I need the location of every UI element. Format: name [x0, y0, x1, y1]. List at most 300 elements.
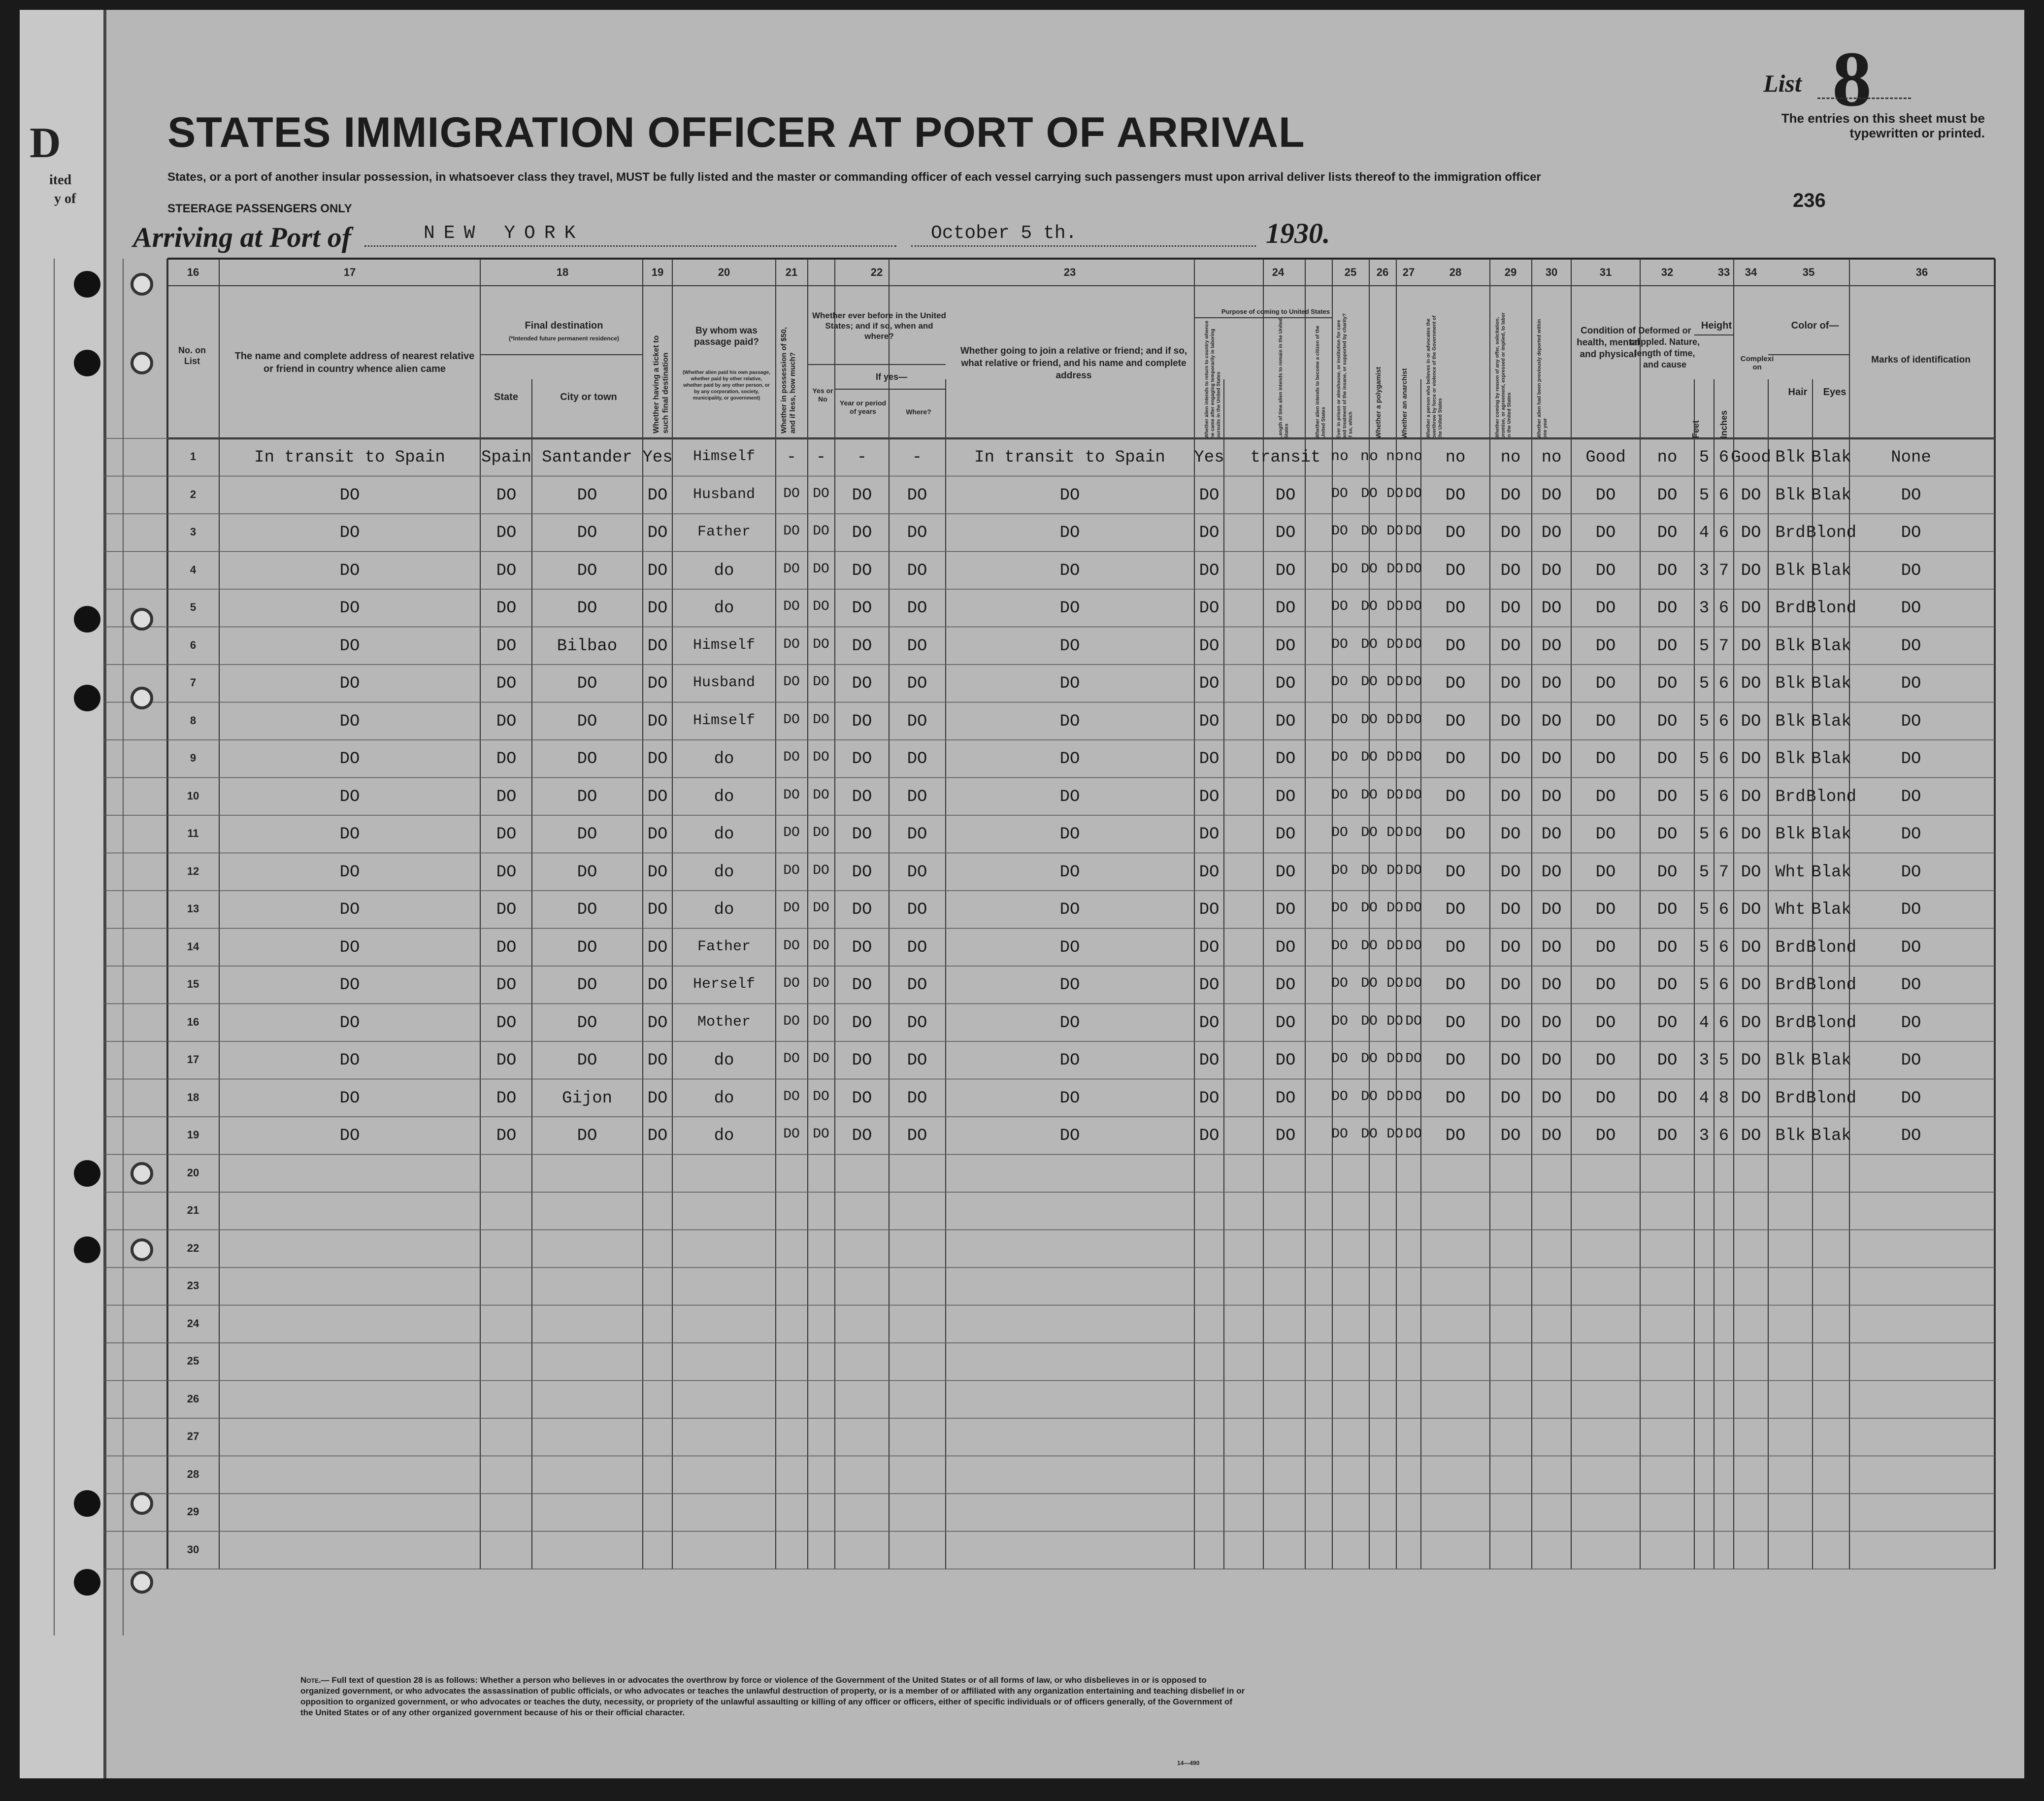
cell-c22a: DO — [813, 674, 829, 690]
cell-c26: DO — [1386, 1127, 1403, 1142]
cell-c22c: DO — [907, 750, 927, 768]
cell-ft: 3 — [1699, 1127, 1710, 1145]
cell-c17: DO — [339, 636, 360, 656]
cell-c24a: DO — [1199, 636, 1220, 656]
cell-c22c: DO — [907, 1051, 927, 1070]
header-return-country: Whether alien intends to return to country whence he came after engaging temporarily in laboring pursuits in the United States — [1204, 321, 1221, 438]
cell-ft: 3 — [1699, 1051, 1710, 1070]
cell-eyes: Blak — [1811, 486, 1851, 505]
cell-c17: DO — [339, 1089, 360, 1108]
cell-c30: DO — [1541, 524, 1562, 542]
header-height: Height — [1701, 320, 1732, 331]
cell-c36: DO — [1901, 900, 1921, 919]
cell-c23: In transit to Spain — [974, 448, 1165, 467]
row-number: 12 — [187, 865, 199, 877]
cell-c34: DO — [1741, 750, 1761, 768]
column-number: 36 — [1915, 266, 1928, 278]
header-purpose: Purpose of coming to United States — [1221, 308, 1330, 315]
cell-c22a: DO — [813, 486, 829, 501]
cell-in: 7 — [1718, 561, 1729, 580]
row-number: 29 — [187, 1505, 199, 1518]
cell-ft: 5 — [1699, 712, 1710, 731]
year-value: 1930. — [1266, 217, 1330, 249]
row-number: 9 — [190, 752, 197, 764]
cell-c26: no — [1385, 448, 1404, 465]
cell-c25: DO — [1361, 636, 1378, 652]
cell-c31: DO — [1595, 825, 1616, 844]
cell-c22a: DO — [813, 938, 829, 954]
cell-city: DO — [577, 1013, 597, 1033]
cell-c30: DO — [1541, 486, 1562, 505]
cell-c26: DO — [1386, 750, 1403, 765]
cell-c22c: DO — [907, 636, 927, 656]
cell-c26: DO — [1386, 1089, 1403, 1104]
cell-ft: 5 — [1699, 636, 1710, 656]
cell-c28: DO — [1445, 1127, 1466, 1145]
cell-c22a: DO — [813, 750, 829, 765]
cell-c24b: DO — [1275, 750, 1296, 768]
cell-c30: no — [1541, 448, 1562, 467]
cell-c23: DO — [1059, 863, 1080, 882]
row-number: 19 — [187, 1129, 199, 1141]
column-number: 28 — [1449, 266, 1462, 278]
cell-ft: 4 — [1699, 1013, 1710, 1033]
column-number: 32 — [1661, 266, 1674, 278]
cell-state: DO — [496, 750, 517, 768]
cell-c23: DO — [1059, 1089, 1080, 1108]
column-number: 18 — [556, 266, 569, 278]
cell-c28: DO — [1445, 787, 1466, 806]
cell-hair: Blk — [1775, 1127, 1806, 1145]
cell-c24a: DO — [1199, 1051, 1220, 1070]
cell-c34: DO — [1741, 486, 1761, 505]
cell-c24a: DO — [1199, 486, 1220, 505]
cell-c28: DO — [1445, 636, 1466, 656]
cell-c25: DO — [1361, 976, 1378, 991]
cell-city: DO — [577, 674, 597, 693]
cell-c19: DO — [647, 750, 668, 768]
cell-city: Gijon — [561, 1089, 613, 1108]
cell-c19: DO — [647, 561, 668, 580]
cell-hair: Brd — [1775, 976, 1806, 995]
column-number: 25 — [1344, 266, 1357, 278]
cell-c19: DO — [647, 674, 668, 693]
row-number: 16 — [187, 1015, 199, 1028]
binder-ring — [131, 1162, 153, 1185]
cell-c28: DO — [1445, 750, 1466, 768]
cell-c23: DO — [1059, 787, 1080, 806]
cell-c36: DO — [1901, 938, 1921, 957]
cell-hair: Blk — [1775, 561, 1806, 580]
cell-c21: DO — [783, 636, 800, 652]
cell-c25: DO — [1361, 486, 1378, 501]
cell-c22c: DO — [907, 863, 927, 882]
cell-c27: DO — [1405, 825, 1422, 840]
cell-ft: 5 — [1699, 448, 1710, 467]
row-number: 23 — [187, 1279, 199, 1292]
cell-eyes: Blak — [1811, 561, 1851, 580]
cell-c26: DO — [1386, 561, 1403, 577]
cell-c26: DO — [1386, 486, 1403, 501]
cell-eyes: Blak — [1811, 448, 1851, 467]
cell-c27: no — [1404, 448, 1423, 465]
cell-state: DO — [496, 1051, 517, 1070]
cell-city: DO — [577, 712, 597, 731]
cell-in: 6 — [1718, 938, 1729, 957]
cell-c36: DO — [1901, 561, 1921, 580]
header-eyes: Eyes — [1823, 387, 1846, 398]
row-number: 7 — [190, 676, 197, 689]
cell-c19: DO — [647, 863, 668, 882]
row-number: 4 — [190, 563, 197, 576]
cell-ft: 5 — [1699, 787, 1710, 806]
cell-c36: DO — [1901, 486, 1921, 505]
cell-c36: DO — [1901, 1089, 1921, 1108]
header-yes-no: Yes or No — [812, 387, 833, 403]
cell-c36: DO — [1901, 524, 1921, 542]
cell-c24b: DO — [1275, 1013, 1296, 1033]
cell-c22b: DO — [852, 750, 872, 768]
cell-state: DO — [496, 1089, 517, 1108]
cell-c34: DO — [1741, 561, 1761, 580]
cell-c34: DO — [1741, 1089, 1761, 1108]
binder-ring — [131, 352, 153, 374]
cell-c22a: - — [816, 448, 826, 467]
cell-c31: DO — [1595, 674, 1616, 693]
date-value: October 5 th. — [931, 223, 1077, 244]
row-number: 8 — [190, 714, 197, 727]
column-number: 22 — [870, 266, 883, 278]
cell-c24a: DO — [1199, 938, 1220, 957]
cell-c19: DO — [647, 787, 668, 806]
cell-c26: DO — [1386, 712, 1403, 728]
cell-c32: DO — [1657, 938, 1678, 957]
cell-state: DO — [496, 825, 517, 844]
cell-city: DO — [577, 938, 597, 957]
row-number: 24 — [187, 1317, 199, 1330]
column-number: 20 — [718, 266, 730, 278]
cell-c17: DO — [339, 900, 360, 919]
cell-c19: DO — [647, 636, 668, 656]
cell-c23: DO — [1059, 900, 1080, 919]
cell-c22a: DO — [813, 976, 829, 991]
cell-c28: DO — [1445, 486, 1466, 505]
cell-c17: DO — [339, 1051, 360, 1070]
cell-c19: DO — [647, 976, 668, 995]
cell-hair: Blk — [1775, 674, 1806, 693]
cell-ft: 5 — [1699, 863, 1710, 882]
cell-city: DO — [577, 976, 597, 995]
cell-c17: DO — [339, 976, 360, 995]
cell-c31: DO — [1595, 863, 1616, 882]
cell-c36: DO — [1901, 1051, 1921, 1070]
cell-c19: Yes — [642, 448, 673, 467]
cell-c24c: DO — [1331, 750, 1348, 765]
cell-c29: DO — [1500, 750, 1521, 768]
cell-c25: DO — [1361, 1013, 1378, 1029]
cell-c31: DO — [1595, 524, 1616, 542]
cell-city: DO — [577, 524, 597, 542]
cell-c21: DO — [783, 561, 800, 577]
cell-c30: DO — [1541, 636, 1562, 656]
cell-c24c: DO — [1331, 712, 1348, 728]
cell-c24b: DO — [1275, 976, 1296, 995]
binder-hole — [74, 271, 100, 298]
cell-c21: DO — [783, 787, 800, 803]
cell-c36: None — [1891, 448, 1931, 467]
cell-c22a: DO — [813, 1127, 829, 1142]
cell-c22c: DO — [907, 561, 927, 580]
cell-c27: DO — [1405, 976, 1422, 991]
column-number: 31 — [1599, 266, 1612, 278]
header-ticket: Whether having a ticket to such final destination — [652, 335, 670, 434]
header-inches: Inches — [1719, 410, 1729, 438]
cell-eyes: Blak — [1811, 750, 1851, 768]
cell-c31: DO — [1595, 1127, 1616, 1145]
cell-c32: DO — [1657, 787, 1678, 806]
cell-c17: DO — [339, 599, 360, 618]
steerage-label: STEERAGE PASSENGERS ONLY — [167, 202, 352, 215]
cell-c26: DO — [1386, 1013, 1403, 1029]
cell-c31: DO — [1595, 636, 1616, 656]
cell-hair: Blk — [1775, 825, 1806, 844]
cell-hair: Blk — [1775, 486, 1806, 505]
binder-hole — [74, 350, 100, 376]
cell-c24a: DO — [1199, 787, 1220, 806]
cell-c30: DO — [1541, 750, 1562, 768]
cell-c22a: DO — [813, 1089, 829, 1104]
cell-c17: DO — [339, 1127, 360, 1145]
header-complexion: Complexion — [1740, 355, 1774, 371]
cell-c31: DO — [1595, 712, 1616, 731]
cell-eyes: Blak — [1811, 636, 1851, 656]
cell-hair: Brd — [1775, 1089, 1806, 1108]
cell-c24b: DO — [1275, 674, 1296, 693]
cell-c21: - — [786, 448, 797, 467]
cell-eyes: Blak — [1811, 1127, 1851, 1145]
cell-c24a: DO — [1199, 863, 1220, 882]
cell-c21: DO — [783, 900, 800, 916]
header-length-stay: Length of time alien intends to remain in the United States — [1278, 318, 1289, 438]
port-value: NEW YORK — [424, 223, 585, 244]
cell-c30: DO — [1541, 599, 1562, 618]
cell-c20: do — [714, 561, 734, 580]
row-number: 15 — [187, 978, 199, 990]
row-number: 5 — [190, 601, 197, 613]
cell-in: 7 — [1718, 863, 1729, 882]
cell-c29: DO — [1500, 1089, 1521, 1108]
header-prison: Ever in prison or almshouse, or institution for care and treatment of the insane, or supported by charity? If so, which — [1336, 313, 1353, 438]
cell-c26: DO — [1386, 900, 1403, 916]
list-label: List — [1763, 69, 1802, 97]
cell-c17: DO — [339, 1013, 360, 1033]
cell-eyes: Blak — [1811, 825, 1851, 844]
cell-c25: DO — [1361, 1051, 1378, 1067]
cell-c27: DO — [1405, 524, 1422, 539]
cell-c25: DO — [1361, 599, 1378, 614]
cell-c20: Father — [697, 524, 751, 540]
binder-hole — [74, 1236, 100, 1263]
cell-c31: Good — [1585, 448, 1626, 467]
cell-c22b: DO — [852, 636, 872, 656]
cell-c36: DO — [1901, 599, 1921, 618]
cell-c30: DO — [1541, 561, 1562, 580]
cell-in: 6 — [1718, 674, 1729, 693]
cell-c28: DO — [1445, 1051, 1466, 1070]
row-number: 3 — [190, 526, 197, 538]
cell-ft: 5 — [1699, 900, 1710, 919]
cell-in: 8 — [1718, 1089, 1729, 1108]
cell-c32: DO — [1657, 561, 1678, 580]
cell-c20: do — [714, 599, 734, 618]
cell-c20: Mother — [697, 1013, 751, 1031]
header-list-no: No. on List — [178, 345, 206, 366]
cell-c22c: DO — [907, 825, 927, 844]
cell-hair: Blk — [1775, 636, 1806, 656]
cell-eyes: Blond — [1806, 976, 1857, 995]
cell-c32: DO — [1657, 524, 1678, 542]
cell-c22a: DO — [813, 787, 829, 803]
cell-state: DO — [496, 486, 517, 505]
column-number: 24 — [1272, 266, 1285, 278]
cell-c32: DO — [1657, 825, 1678, 844]
cell-c24c: DO — [1331, 900, 1348, 916]
footnote-text: Full text of question 28 is as follows: Whether a person who believes in or advocates the overthrow by force or violence of the Government of the United States or of all forms of law, or who disbelieves in or is opposed to organized government, or who advocates the assassination of public officials, or who advocates or teaches the unlawful destruction of property, or is a member of or affiliated with any organization entertaining and teaching disbelief in or opposition to organized government, or who advocates or teaches the duty, necessity, or propriety of the unlawful assaulting or killing of any officer or officers, either of specific individuals or of officers generally, of the Government of the United States or of any other organized government because of his or their official character. — [300, 1675, 1245, 1717]
cell-c28: DO — [1445, 561, 1466, 580]
cell-in: 6 — [1718, 599, 1729, 618]
cell-in: 5 — [1718, 1051, 1729, 1070]
cell-state: DO — [496, 787, 517, 806]
cell-c24b: DO — [1275, 636, 1296, 656]
column-number: 29 — [1504, 266, 1517, 278]
cell-c23: DO — [1059, 636, 1080, 656]
cell-c29: DO — [1500, 938, 1521, 957]
cell-c24a: DO — [1199, 1089, 1220, 1108]
binder-hole — [74, 685, 100, 711]
header-fifty-dollars: Whether in possession of $50, and if less, how much? — [780, 327, 797, 434]
cell-c24b: DO — [1275, 787, 1296, 806]
cell-c22c: DO — [907, 900, 927, 919]
cell-c22a: DO — [813, 561, 829, 577]
cell-c30: DO — [1541, 863, 1562, 882]
cell-c21: DO — [783, 825, 800, 840]
cell-c20: do — [714, 1127, 734, 1145]
cell-c24c: DO — [1331, 524, 1348, 539]
cell-ft: 5 — [1699, 825, 1710, 844]
cell-c24c: no — [1330, 448, 1349, 465]
cell-c23: DO — [1059, 1051, 1080, 1070]
cell-state: DO — [496, 900, 517, 919]
cell-city: DO — [577, 1127, 597, 1145]
cell-c25: DO — [1361, 524, 1378, 539]
cell-c22a: DO — [813, 825, 829, 840]
cell-c25: DO — [1361, 825, 1378, 840]
cell-c22b: DO — [852, 1127, 872, 1145]
cell-in: 7 — [1718, 636, 1729, 656]
row-number: 1 — [190, 450, 197, 463]
cell-c19: DO — [647, 1089, 668, 1108]
cell-c24c: DO — [1331, 787, 1348, 803]
cell-c36: DO — [1901, 636, 1921, 656]
cell-c21: DO — [783, 863, 800, 878]
cell-c17: DO — [339, 524, 360, 542]
cell-c22b: DO — [852, 561, 872, 580]
cell-c29: DO — [1500, 976, 1521, 995]
cell-c24c: DO — [1331, 486, 1348, 501]
header-polygamist: Whether a polygamist — [1374, 367, 1382, 438]
cell-c31: DO — [1595, 1013, 1616, 1033]
cell-c27: DO — [1405, 1013, 1422, 1029]
cell-c29: DO — [1500, 561, 1521, 580]
row-number: 26 — [187, 1392, 199, 1405]
binder-ring — [131, 1492, 153, 1515]
cell-c23: DO — [1059, 524, 1080, 542]
cell-c22a: DO — [813, 599, 829, 614]
row-number: 14 — [187, 940, 199, 953]
form-code: 14—490 — [1177, 1760, 1200, 1767]
header-deformed: Deformed or crippled. Nature, length of time, and cause — [1629, 326, 1700, 369]
cell-c22b: DO — [852, 938, 872, 957]
cell-c17: In transit to Spain — [254, 448, 445, 467]
cell-c32: no — [1657, 448, 1678, 467]
row-number: 28 — [187, 1467, 199, 1480]
cell-c32: DO — [1657, 900, 1678, 919]
cell-state: DO — [496, 524, 517, 542]
cell-c32: DO — [1657, 750, 1678, 768]
cell-c34: DO — [1741, 712, 1761, 731]
cell-c30: DO — [1541, 712, 1562, 731]
page-title: STATES IMMIGRATION OFFICER AT PORT OF ARRIVAL — [167, 109, 1305, 156]
cell-c22b: DO — [852, 976, 872, 995]
cell-eyes: Blak — [1811, 863, 1851, 882]
cell-city: DO — [577, 599, 597, 618]
row-number: 27 — [187, 1430, 199, 1442]
cell-c27: DO — [1405, 636, 1422, 652]
column-number: 26 — [1376, 266, 1389, 278]
cell-hair: Brd — [1775, 524, 1806, 542]
cell-c36: DO — [1901, 787, 1921, 806]
cell-c32: DO — [1657, 712, 1678, 731]
cell-c34: DO — [1741, 900, 1761, 919]
list-number: 8 — [1832, 35, 1872, 123]
cell-c24b: DO — [1275, 938, 1296, 957]
cell-c22c: DO — [907, 1089, 927, 1108]
cell-c22b: DO — [852, 787, 872, 806]
cell-eyes: Blak — [1811, 900, 1851, 919]
cell-hair: Brd — [1775, 1013, 1806, 1033]
cell-c24b: transit — [1250, 448, 1321, 467]
cell-c20: do — [714, 1089, 734, 1108]
header-final-destination: Final destination — [525, 320, 603, 331]
row-number: 6 — [190, 638, 197, 651]
cell-c25: DO — [1361, 863, 1378, 878]
cell-c28: DO — [1445, 976, 1466, 995]
cell-c32: DO — [1657, 976, 1678, 995]
cell-in: 6 — [1718, 1013, 1729, 1033]
binder-ring — [131, 1238, 153, 1261]
cell-c24b: DO — [1275, 712, 1296, 731]
cell-c28: DO — [1445, 900, 1466, 919]
cell-c22a: DO — [813, 712, 829, 728]
cell-c29: DO — [1500, 1013, 1521, 1033]
cell-c20: do — [714, 787, 734, 806]
entries-note: The entries on this sheet must be typewritten or printed. — [1781, 111, 1985, 140]
cell-c22b: DO — [852, 825, 872, 844]
cell-state: DO — [496, 712, 517, 731]
cell-c22b: DO — [852, 863, 872, 882]
cell-c22c: DO — [907, 1127, 927, 1145]
cell-c21: DO — [783, 938, 800, 954]
